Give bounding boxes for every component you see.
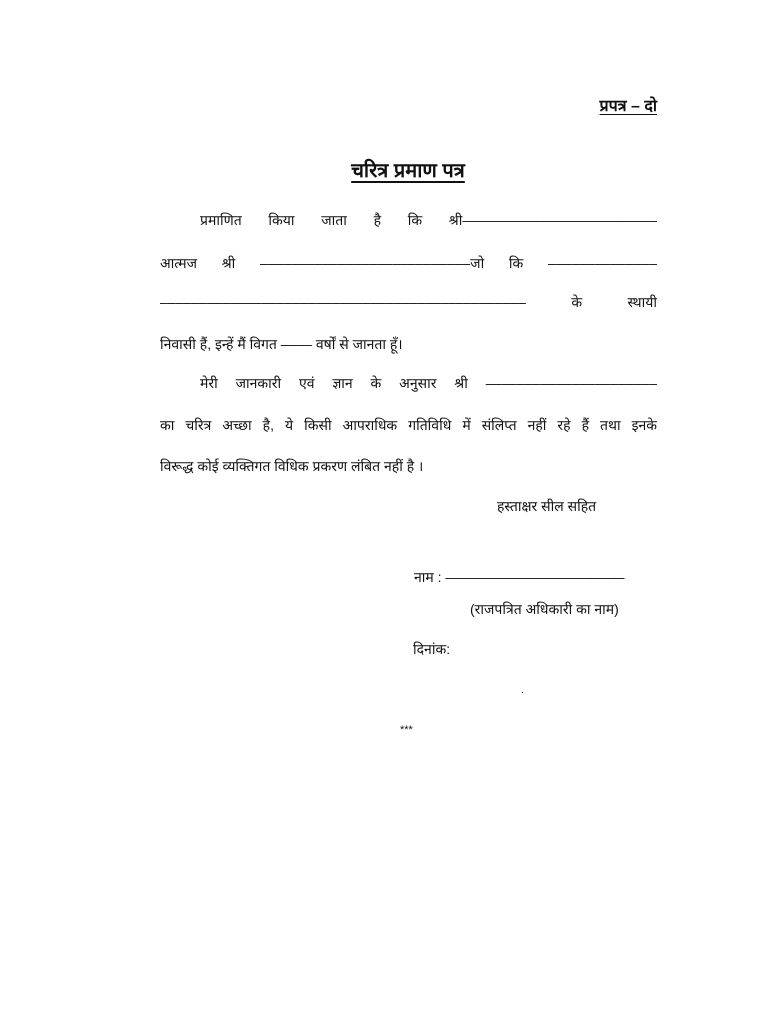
dot-mark: . <box>521 685 524 696</box>
officer-name-line: नाम : ––––––––––––––––––––––– <box>414 569 625 585</box>
officer-name-note: (राजपत्रित अधिकारी का नाम) <box>470 601 619 617</box>
body-line-4: निवासी हैं, इन्हें मैं विगत –––– वर्षों से जानता हूँ। <box>160 336 403 352</box>
body-line-6: का चरित्र अच्छा है, ये किसी आपराधिक गतिविधि में संलिप्त नहीं रहे हैं तथा इनके <box>160 417 657 433</box>
body-line-3: ––––––––––––––––––––––––––––––––––––––––––––––– के स्थायी <box>160 294 657 310</box>
signature-label: हस्ताक्षर सील सहित <box>497 498 597 514</box>
body-line-1: प्रमाणित किया जाता है कि श्री––––––––––––––––––––––––– <box>200 212 657 228</box>
date-label: दिनांक: <box>413 641 451 657</box>
form-label: प्रपत्र – दो <box>599 98 657 115</box>
document-title: चरित्र प्रमाण पत्र <box>351 160 465 182</box>
footer-stars: *** <box>400 724 413 736</box>
body-line-5: मेरी जानकारी एवं ज्ञान के अनुसार श्री –––––––––––––––––––––– <box>200 375 657 391</box>
body-line-2: आत्मज श्री –––––––––––––––––––––––––––जो कि –––––––––––––– <box>160 255 657 271</box>
body-line-7: विरूद्ध कोई व्यक्तिगत विधिक प्रकरण लंबित नहीं है । <box>160 458 424 474</box>
